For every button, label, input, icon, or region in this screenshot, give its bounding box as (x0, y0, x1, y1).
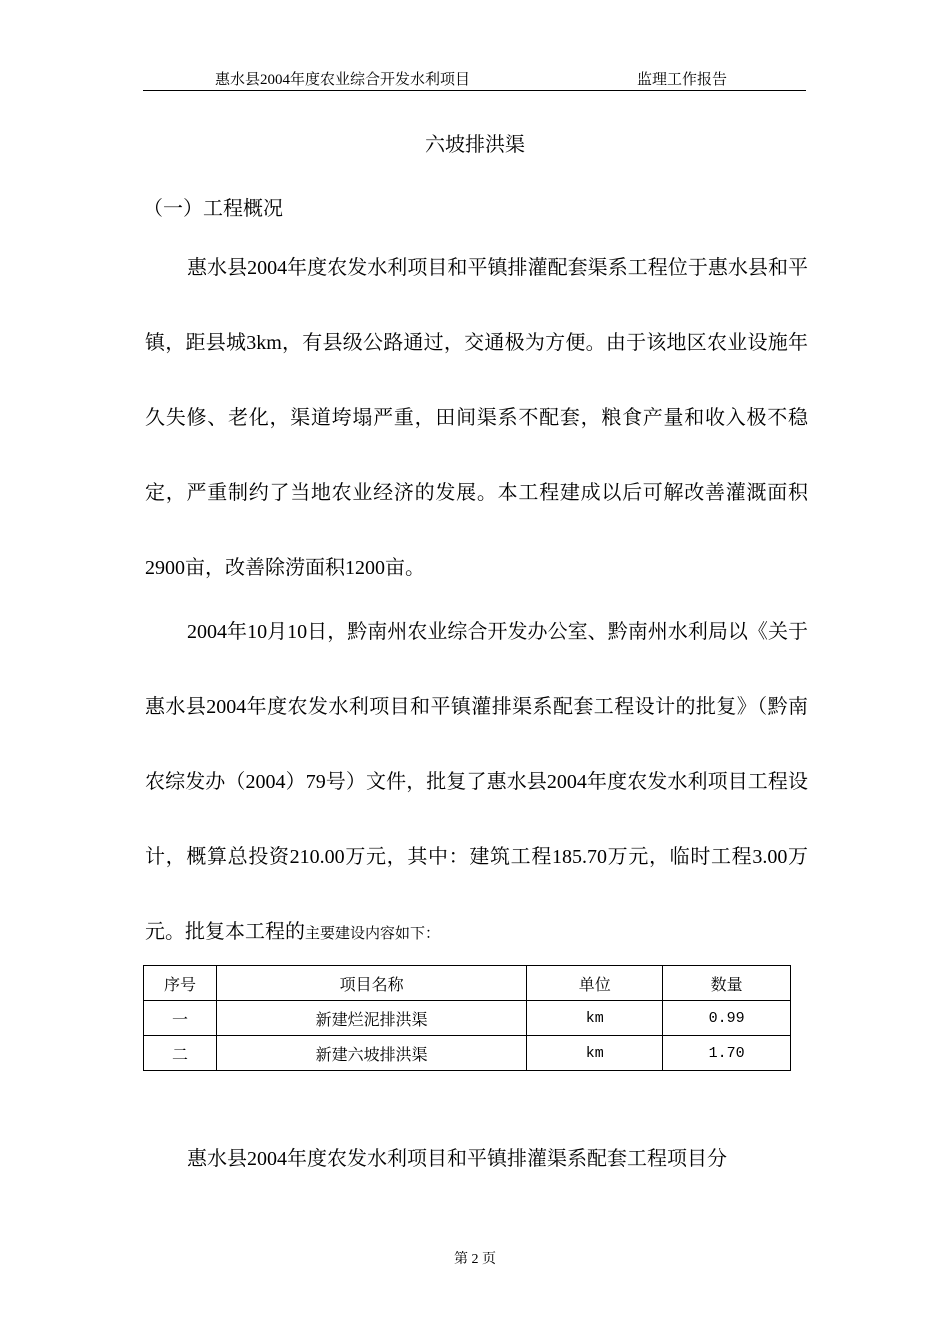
cell-no: 一 (144, 1001, 217, 1036)
cell-unit: km (527, 1036, 663, 1071)
col-header-qty: 数量 (663, 966, 791, 1001)
table-row (144, 1001, 791, 1036)
paragraph-overview: 惠水县2004年度农发水利项目和平镇排灌配套渠系工程位于惠水县和平镇，距县城3km，有县级公路通过，交通极为方便。由于该地区农业设施年久失修、老化，渠道垮塌严重，田间渠系不配套，粮食产量和收入极不稳定，严重制约了当地农业经济的发展。本工程建成以后可解改善灌溉面积2900亩，改善除涝面积1200亩。 (145, 257, 808, 579)
cell-qty: 0.99 (663, 1001, 791, 1036)
page-header (143, 66, 806, 91)
paragraph-approval (145, 595, 808, 972)
construction-items-table (143, 965, 791, 1071)
cell-unit: km (527, 1001, 663, 1036)
cell-name: 新建六坡排洪渠 (216, 1036, 526, 1071)
paragraph-continuation: 惠水县2004年度农发水利项目和平镇排灌渠系配套工程项目分 (187, 1148, 727, 1170)
header-project-title: 惠水县2004年度农业综合开发水利项目 (215, 72, 471, 88)
col-header-name: 项目名称 (216, 966, 526, 1001)
cell-qty: 1.70 (663, 1036, 791, 1071)
table-row (144, 1036, 791, 1071)
paragraph-approval-text: 2004年10月10日，黔南州农业综合开发办公室、黔南州水利局以《关于惠水县2004年度农发水利项目和平镇灌排渠系配套工程设计的批复》（黔南农综发办（2004）79号）文件，批复了惠水县2004年度农发水利项目工程设计，概算总投资210.00万元，其中：建筑工程185.70万元，临时工程3.00万元。批复本工程的 (145, 621, 808, 943)
paragraph-approval-tail: 主要建设内容如下： (305, 926, 441, 942)
page-title: 六坡排洪渠 (425, 134, 525, 156)
cell-no: 二 (144, 1036, 217, 1071)
table-header-row (144, 966, 791, 1001)
section-heading: （一）工程概况 (143, 198, 283, 220)
col-header-no: 序号 (144, 966, 217, 1001)
col-header-unit: 单位 (527, 966, 663, 1001)
page-number: 第 2 页 (454, 1252, 496, 1267)
cell-name: 新建烂泥排洪渠 (216, 1001, 526, 1036)
header-report-title: 监理工作报告 (637, 72, 728, 88)
